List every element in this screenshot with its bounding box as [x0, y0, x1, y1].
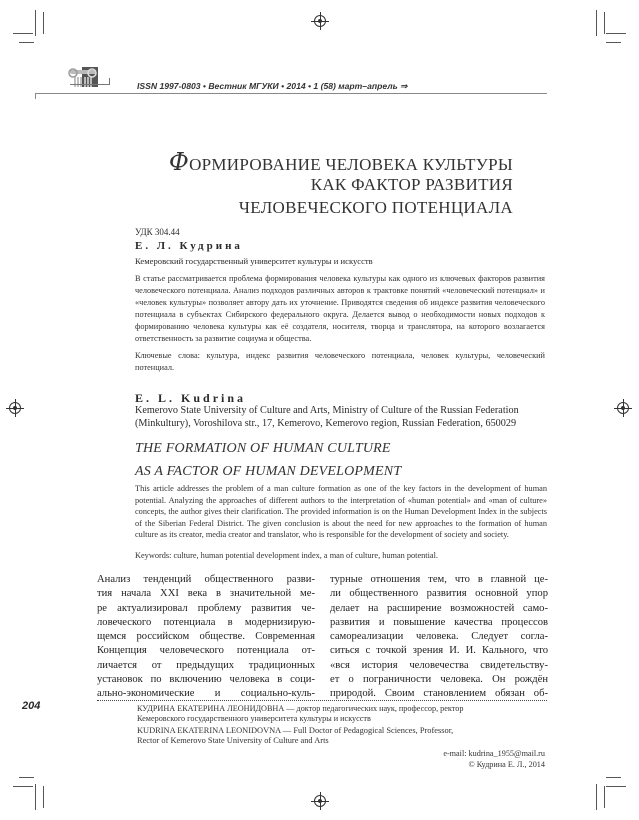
crop-mark — [596, 784, 597, 810]
crop-mark — [19, 42, 34, 43]
page-number: 204 — [22, 700, 41, 712]
journal-header: ISSN 1997-0803 • Вестник МГУКИ • 2014 • 1 (58) март–апрель ⇒ — [137, 81, 408, 91]
title-ru-line-3: ЧЕЛОВЕЧЕСКОГО ПОТЕНЦИАЛА — [238, 198, 513, 217]
title-en-line-2: AS A FACTOR OF HUMAN DEVELOPMENT — [135, 464, 402, 479]
author-ru-affiliation: Кемеровский государственный университет культуры и искусств — [135, 256, 373, 266]
registration-mark-icon — [314, 15, 326, 27]
crop-mark — [606, 777, 621, 778]
author-en-affiliation: Kemerovo State University of Culture and Arts, Ministry of Culture of the Russian Federation (Minkultury), Voroshilova str., 17, Kemerovo, Kemerovo region, Russian Federation, 650029 — [135, 405, 519, 429]
journal-logo-icon — [68, 67, 100, 89]
title-ru-line-1: ФОРМИРОВАНИЕ ЧЕЛОВЕКА КУЛЬТУРЫ — [168, 148, 513, 176]
crop-mark — [13, 786, 33, 787]
crop-mark — [606, 786, 626, 787]
crop-mark — [13, 33, 33, 34]
body-column-right: турные отношения тем, что в главной це- ли общественного развития основной упор делает на расширение возможностей само- развития и повышение качества процессов самореализации человека. Следует согла- ситься с точкой зрения И. И. Кального, что «вся история человечества свидетельству- ет о пограничности человека. Он рождён природой. Своим становлением обязан об- — [330, 574, 548, 700]
crop-mark — [35, 10, 36, 36]
crop-mark — [43, 12, 44, 34]
author-ru-name: Е. Л. Кудрина — [135, 240, 243, 252]
title-en-line-1: THE FORMATION OF HUMAN CULTURE — [135, 441, 391, 456]
crop-mark — [606, 42, 621, 43]
udk-code: УДК 304.44 — [135, 227, 180, 237]
registration-mark-icon — [617, 402, 629, 414]
title-ru-line-2: КАК ФАКТОР РАЗВИТИЯ — [310, 175, 513, 194]
crop-mark — [596, 10, 597, 36]
logo-frame — [70, 84, 110, 85]
copyright: © Кудрина Е. Л., 2014 — [468, 760, 545, 769]
crop-mark — [604, 12, 605, 34]
registration-mark-icon — [9, 402, 21, 414]
header-rule — [35, 93, 36, 99]
logo-frame — [109, 78, 110, 85]
keywords-en: Keywords: culture, human potential development index, a man of culture, human potential. — [135, 551, 438, 560]
registration-mark-icon — [314, 795, 326, 807]
author-email: e-mail: kudrina_1955@mail.ru — [443, 749, 545, 758]
abstract-en: This article addresses the problem of a man culture formation as one of the key factors in the development of human potential. Analyzing the approaches of different authors to the interpretation of «human potential» and «man of culture» concepts, the author gives their clarification. The provided information is on the Human Development Index in the subjects of the Siberian Federal District. The given conclusion is about the need for new approaches to the formation of human culture as its creator, media creator and translator, who is responsible for the development of society and society. — [135, 484, 547, 539]
footnote-en: KUDRINA EKATERINA LEONIDOVNA — Full Doctor of Pedagogical Sciences, Professor, Rector of Kemerovo State University of Culture and Arts — [137, 726, 454, 745]
footnote-ru: КУДРИНА ЕКАТЕРИНА ЛЕОНИДОВНА — доктор педагогических наук, профессор, ректор Кемеровского государственного университета культуры и искусств — [137, 704, 464, 723]
title-initial: Ф — [168, 148, 190, 176]
author-en-name: E. L. Kudrina — [135, 391, 247, 405]
footnote-divider — [97, 700, 547, 701]
crop-mark — [43, 786, 44, 808]
abstract-ru: В статье рассматривается проблема формирования человека культуры как одного из ключевых факторов развития человеческого потенциала. Анализ подходов различных авторов к трактовке понятий «человеческий потенциал» и «человек культуры» позволяет автору дать их уточнение. Приводятся сведения об индексе развития человеческого потенциала в субъектах Сибирского федерального округа. Делается вывод о необходимости новых подходов к формированию человека культуры как её создателя, носителя, творца и транслятора, на которого возлагается ответственность за развитие социума и общества. — [135, 274, 545, 343]
crop-mark — [19, 777, 34, 778]
crop-mark — [35, 784, 36, 810]
header-rule — [35, 93, 547, 94]
keywords-ru: Ключевые слова: культура, индекс развития человеческого потенциала, человек культуры, человеческий потенциал. — [135, 351, 545, 372]
body-column-left: Анализ тенденций общественного разви- тия начала XXI века в значительной ме- ре актуализировал проблему развития че- ловеческого потенциала в модернизирую- щемся российском обществе. Современная Концепция человеческого потенциала от- личается от предыдущих традиционных установок по включению человека в соци- ально-экономические и социально-куль- — [97, 574, 315, 700]
crop-mark — [604, 786, 605, 808]
crop-mark — [606, 33, 626, 34]
